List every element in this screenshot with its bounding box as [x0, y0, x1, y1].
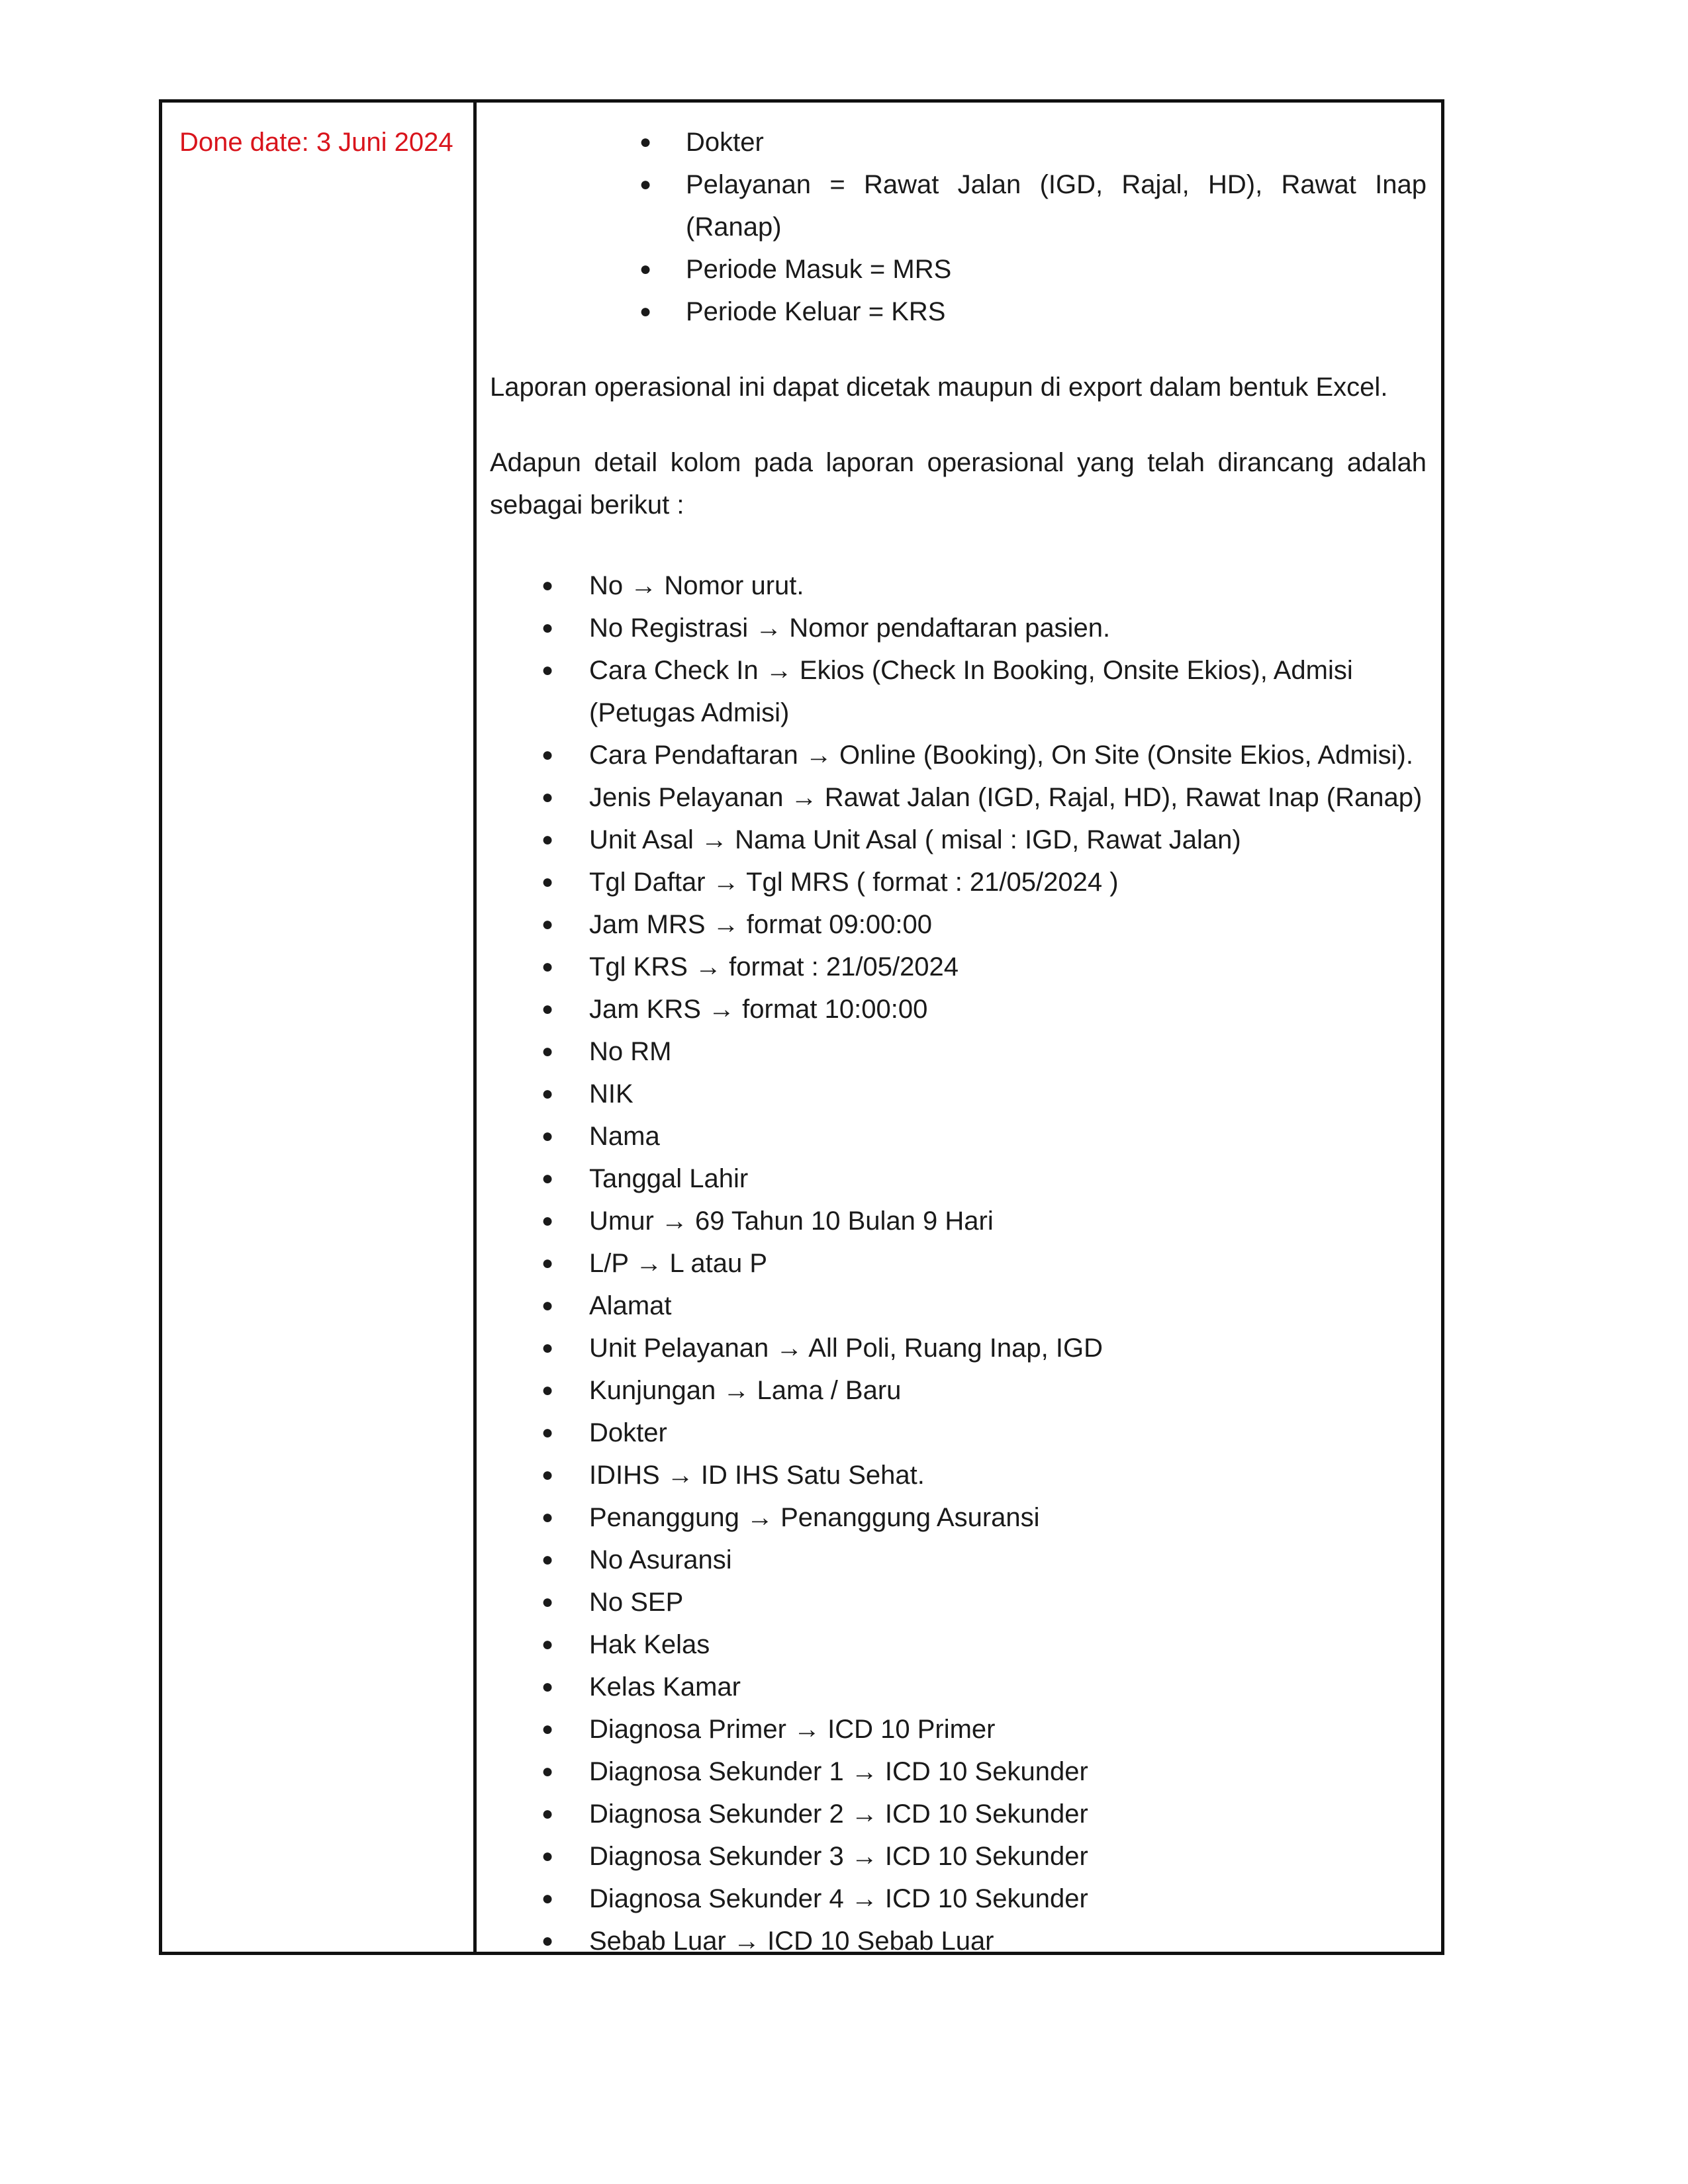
right-cell: [477, 103, 1441, 1956]
list-item-text: Kunjungan → Lama / Baru: [589, 1376, 902, 1405]
detail-paragraph: Adapun detail kolom pada laporan operasional yang telah dirancang adalah sebagai berikut :: [490, 448, 1427, 520]
done-date-label: Done date: 3 Juni 2024: [179, 128, 453, 157]
list-item: [541, 607, 1427, 649]
list-item: [541, 776, 1427, 819]
bullet-icon: ●: [541, 1549, 554, 1570]
bullet-icon: ●: [541, 1295, 554, 1316]
bullet-icon: ●: [541, 1210, 554, 1232]
bullet-icon: ●: [541, 1888, 554, 1909]
list-item: [541, 1073, 1427, 1115]
bullet-icon: ●: [541, 1379, 554, 1401]
list-item: [541, 1200, 1427, 1242]
bullet-icon: ●: [639, 173, 652, 195]
list-item-text: Dokter: [686, 128, 764, 157]
list-item: [541, 819, 1427, 861]
bullet-icon: ●: [541, 1506, 554, 1528]
list-item-text: Diagnosa Sekunder 3 → ICD 10 Sekunder: [589, 1842, 1088, 1871]
bullet-icon: ●: [541, 1845, 554, 1867]
list-item-text: Diagnosa Sekunder 4 → ICD 10 Sekunder: [589, 1884, 1088, 1913]
list-item: [541, 1793, 1427, 1835]
list-item-text: No Asuransi: [589, 1545, 732, 1574]
bullet-icon: ●: [541, 1760, 554, 1782]
bullet-icon: ●: [541, 998, 554, 1020]
list-item-text: No Registrasi → Nomor pendaftaran pasien.: [589, 614, 1111, 643]
bullet-icon: ●: [541, 617, 554, 639]
list-item-text: Diagnosa Primer → ICD 10 Primer: [589, 1715, 996, 1744]
list-item: [541, 1030, 1427, 1073]
list-item-text: Tgl Daftar → Tgl MRS ( format : 21/05/2024 ): [589, 868, 1119, 897]
list-item-text: NIK: [589, 1079, 633, 1109]
column-list: [490, 565, 1427, 1962]
list-item-text: No SEP: [589, 1588, 684, 1617]
bullet-icon: ●: [639, 258, 652, 280]
bullet-icon: ●: [541, 1422, 554, 1443]
bullet-icon: ●: [541, 1676, 554, 1698]
list-item-text: Cara Check In → Ekios (Check In Booking, Onsite Ekios), Admisi (Petugas Admisi): [589, 656, 1353, 727]
bullet-icon: ●: [541, 786, 554, 808]
list-item-text: Dokter: [589, 1418, 667, 1447]
bullet-icon: ●: [639, 131, 652, 153]
list-item: [541, 565, 1427, 607]
list-item: [541, 1158, 1427, 1200]
list-item-text: Penanggung → Penanggung Asuransi: [589, 1503, 1040, 1532]
list-item-text: Periode Masuk = MRS: [686, 255, 952, 284]
list-item-text: Tanggal Lahir: [589, 1164, 749, 1193]
bullet-icon: ●: [541, 1803, 554, 1825]
list-item: [541, 1920, 1427, 1962]
list-item-text: Hak Kelas: [589, 1630, 710, 1659]
export-paragraph: Laporan operasional ini dapat dicetak maupun di export dalam bentuk Excel.: [490, 373, 1388, 402]
bullet-icon: ●: [541, 574, 554, 596]
list-item-text: Cara Pendaftaran → Online (Booking), On Site (Onsite Ekios, Admisi).: [589, 741, 1413, 770]
list-item-text: Umur → 69 Tahun 10 Bulan 9 Hari: [589, 1206, 994, 1236]
list-item: [541, 1412, 1427, 1454]
list-item: [541, 903, 1427, 946]
list-item: [541, 1666, 1427, 1708]
bullet-icon: ●: [541, 1464, 554, 1486]
list-item-text: Pelayanan = Rawat Jalan (IGD, Rajal, HD), Rawat Inap (Ranap): [686, 170, 1427, 242]
list-item: [541, 861, 1427, 903]
list-item-text: Unit Asal → Nama Unit Asal ( misal : IGD, Rawat Jalan): [589, 825, 1241, 854]
document-table: [159, 99, 1444, 1955]
list-item: [639, 248, 1427, 291]
list-item-text: No → Nomor urut.: [589, 571, 804, 600]
list-item-text: IDIHS → ID IHS Satu Sehat.: [589, 1461, 925, 1490]
list-item: [541, 1835, 1427, 1878]
list-item: [541, 1285, 1427, 1327]
list-item: [541, 1581, 1427, 1623]
list-item: [541, 946, 1427, 988]
bullet-icon: ●: [541, 659, 554, 681]
list-item-text: Diagnosa Sekunder 1 → ICD 10 Sekunder: [589, 1757, 1088, 1786]
bullet-icon: ●: [541, 1125, 554, 1147]
list-item-text: Jam KRS → format 10:00:00: [589, 995, 928, 1024]
list-item-text: No RM: [589, 1037, 672, 1066]
list-item-text: Periode Keluar = KRS: [686, 297, 946, 326]
list-item-text: Diagnosa Sekunder 2 → ICD 10 Sekunder: [589, 1799, 1088, 1829]
list-item: [541, 1878, 1427, 1920]
list-item: [639, 291, 1427, 333]
list-item: [639, 163, 1427, 248]
bullet-icon: ●: [541, 913, 554, 935]
list-item: [541, 649, 1427, 734]
filter-list: [490, 121, 1427, 333]
list-item-text: Nama: [589, 1122, 660, 1151]
list-item-text: Sebab Luar → ICD 10 Sebab Luar: [589, 1927, 994, 1956]
list-item: [541, 734, 1427, 776]
list-item-text: Tgl KRS → format : 21/05/2024: [589, 952, 959, 981]
list-item: [541, 1369, 1427, 1412]
list-item: [541, 1242, 1427, 1285]
list-item-text: Unit Pelayanan → All Poli, Ruang Inap, IGD: [589, 1334, 1103, 1363]
list-item-text: Alamat: [589, 1291, 672, 1320]
list-item: [541, 1115, 1427, 1158]
bullet-icon: ●: [541, 1633, 554, 1655]
bullet-icon: ●: [541, 1252, 554, 1274]
list-item-text: Jam MRS → format 09:00:00: [589, 910, 932, 939]
list-item: [541, 1539, 1427, 1581]
bullet-icon: ●: [541, 1040, 554, 1062]
list-item: [541, 1623, 1427, 1666]
bullet-icon: ●: [639, 300, 652, 322]
bullet-icon: ●: [541, 1337, 554, 1359]
bullet-icon: ●: [541, 1167, 554, 1189]
list-item: [541, 1708, 1427, 1751]
list-item: [541, 1751, 1427, 1793]
list-item-text: Jenis Pelayanan → Rawat Jalan (IGD, Rajal, HD), Rawat Inap (Ranap): [589, 783, 1423, 812]
list-item: [541, 988, 1427, 1030]
bullet-icon: ●: [541, 956, 554, 978]
list-item-text: L/P → L atau P: [589, 1249, 768, 1278]
bullet-icon: ●: [541, 829, 554, 850]
list-item: [541, 1454, 1427, 1496]
bullet-icon: ●: [541, 744, 554, 766]
list-item: [541, 1496, 1427, 1539]
list-item: [639, 121, 1427, 163]
list-item: [541, 1327, 1427, 1369]
bullet-icon: ●: [541, 1930, 554, 1952]
list-item-text: Kelas Kamar: [589, 1672, 741, 1702]
bullet-icon: ●: [541, 871, 554, 893]
bullet-icon: ●: [541, 1718, 554, 1740]
bullet-icon: ●: [541, 1591, 554, 1613]
bullet-icon: ●: [541, 1083, 554, 1105]
left-cell: [162, 103, 477, 1952]
